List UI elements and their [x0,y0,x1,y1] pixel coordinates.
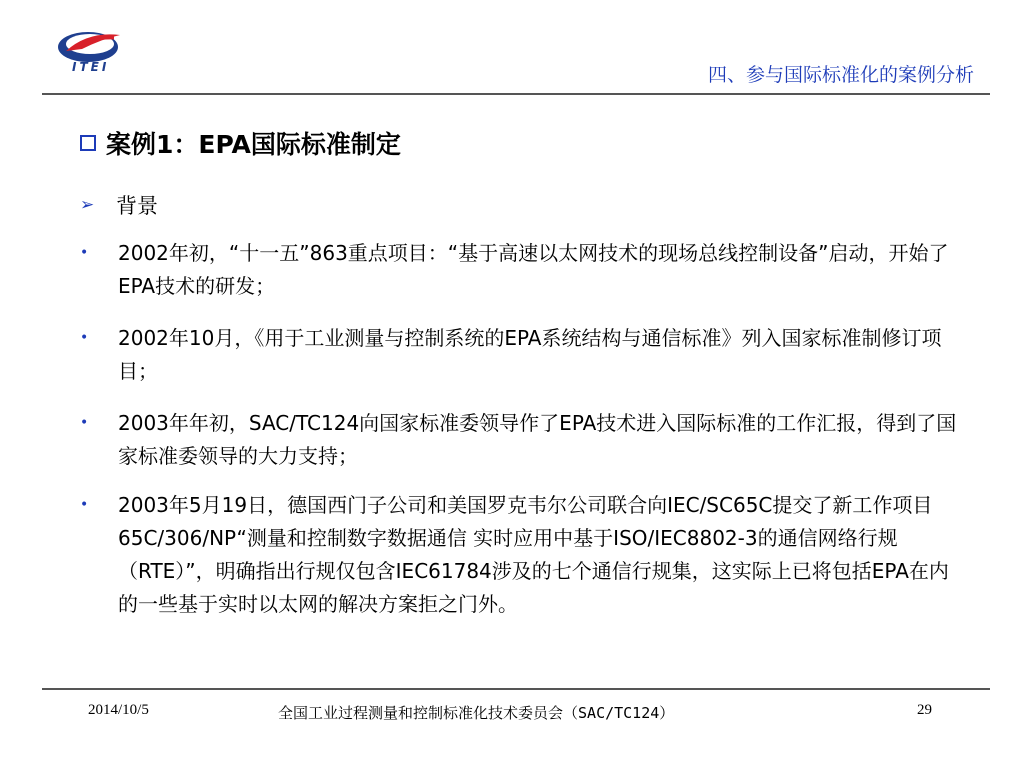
page-title: 四、参与国际标准化的案例分析 [707,64,974,86]
dot-bullet-icon: • [80,415,89,431]
list-item [78,407,958,473]
footer-organization: 全国工业过程测量和控制标准化技术委员会（SAC/TC124） [278,704,675,722]
checkbox-bullet-icon [80,135,96,151]
list-item [78,489,958,621]
list-item-text: 2002年10月，《用于工业测量与控制系统的EPA系统结构与通信标准》列入国家标准制修订项目； [118,326,942,383]
list-item [78,237,958,303]
logo-text: ITEI [72,60,110,74]
dot-bullet-icon: • [80,497,89,513]
subsection-heading-text: 背景 [116,194,158,218]
footer-date: 2014/10/5 [88,702,149,718]
dot-bullet-icon: • [80,245,89,261]
footer-divider [42,688,990,690]
arrow-bullet-icon: ➢ [80,195,95,215]
subsection-heading [80,190,158,220]
list-item-text: 2003年5月19日，德国西门子公司和美国罗克韦尔公司联合向IEC/SC65C提交了新工作项目65C/306/NP“测量和控制数字数据通信 实时应用中基于ISO/IEC8802-3的通信网络行规（RTE）”，明确指出行规仅包含IEC61784涉及的七个通信行规集，这实际上已将包括EPA在内的一些基于实时以太网的解决方案拒之门外。 [118,493,949,616]
list-item [78,322,958,388]
page-number: 29 [917,702,932,718]
list-item-text: 2003年年初，SAC/TC124向国家标准委领导作了EPA技术进入国际标准的工作汇报，得到了国家标准委领导的大力支持； [118,411,957,468]
bullet-list [78,237,958,640]
header-divider [42,93,990,95]
section-title-text: 案例1：EPA国际标准制定 [106,130,401,159]
dot-bullet-icon: • [80,330,89,346]
section-title [80,125,401,161]
list-item-text: 2002年初，“十一五”863重点项目：“基于高速以太网技术的现场总线控制设备”启动，开始了EPA技术的研发； [118,241,949,298]
